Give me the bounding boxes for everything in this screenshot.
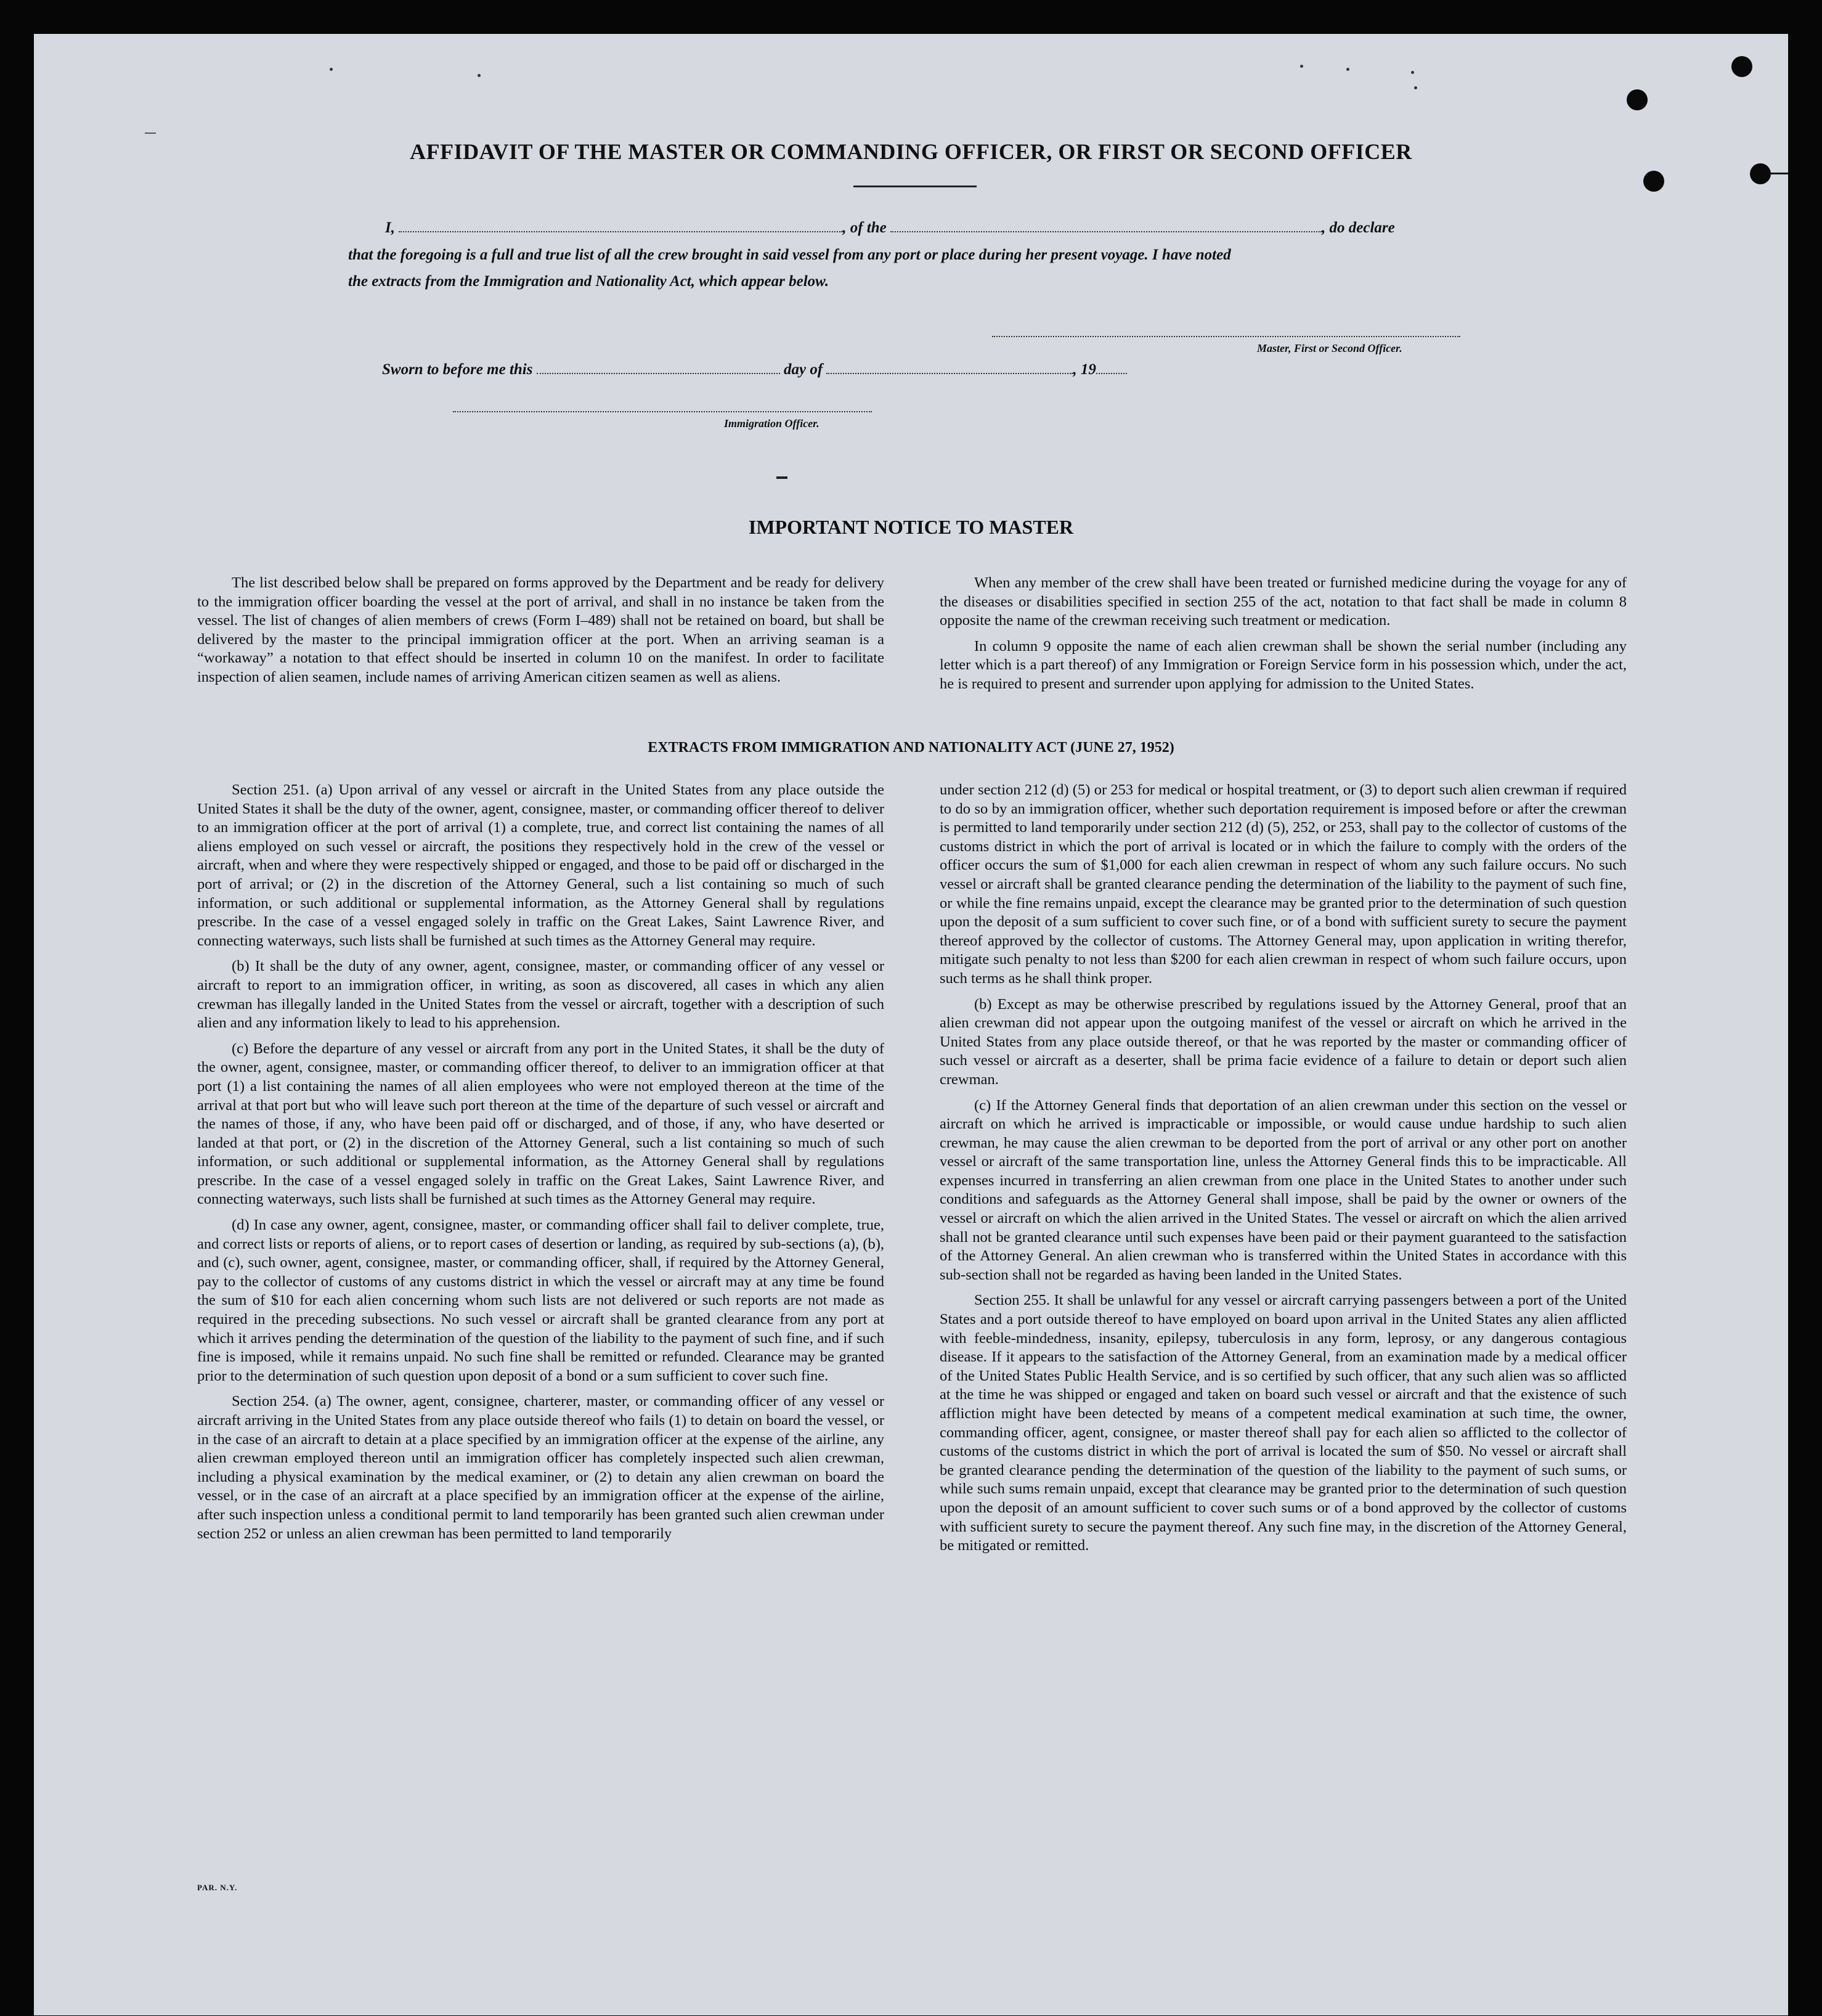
binder-hole-upper xyxy=(1627,89,1648,110)
sworn-line xyxy=(382,361,1127,378)
binder-hole-right xyxy=(1750,163,1771,184)
dust-speck xyxy=(1300,65,1303,68)
notice-right-paragraph: When any member of the crew shall have been treated or furnished medicine during the voyage for any of the diseases or disabilities specified in section 255 of the act, notation to that fact shall be made in column 8 opposite the name of the crewman receiving such treatment or medication. xyxy=(940,574,1627,629)
master-signature-line[interactable] xyxy=(992,336,1460,337)
sworn-year-blank[interactable] xyxy=(1096,361,1127,374)
sworn-day-of-label: day of xyxy=(783,361,823,378)
declaration-line-2: that the foregoing is a full and true list of all the crew brought in said vessel from any port or place during her present voyage. I have noted xyxy=(348,247,1231,263)
declare-of-the-label: , of the xyxy=(842,219,887,236)
registration-mark xyxy=(145,133,156,134)
extracts-right-paragraph: under section 212 (d) (5) or 253 for medical or hospital treatment, or (3) to deport such alien crewman if required to do so by an immigration officer, whether such deportation requirement is imposed before or after the crewman is permitted to land temporarily under section 212 (d) (5), 252, or 253, shall pay to the collector of customs of the customs district in which the port of arrival is located or in which the failure to comply with the orders of the officer occurs the sum of $1,000 for each alien crewman in respect of whom any such failure occurs. No such vessel or aircraft shall be granted clearance pending the determination of the liability to the payment of such fine, or while the fine remains unpaid, except the clearance may be granted prior to the determination of such question upon the deposit of a sum sufficient to cover such fine, or of a bond with sufficient surety to secure the payment thereof approved by the collector of customs. The Attorney General may, upon application in writing therefor, mitigate such penalty to not less than $200 for each alien crewman in respect of whom such failure occurs, upon such terms as he shall think proper. xyxy=(940,782,1627,987)
title-underline xyxy=(853,186,977,187)
document-page xyxy=(34,34,1788,2015)
extracts-left-paragraph: Section 254. (a) The owner, agent, consignee, charterer, master, or commanding officer of any vessel or aircraft arriving in the United States from any place outside thereof who fails (1) to detain on board the vessel, or in the case of an aircraft to detain at a place specified by an immigration officer at the expense of the airline, any alien crewman employed thereon until an immigration officer has completely inspected such alien crewman, including a physical examination by the medical examiner, or (2) to detain any alien crewman on board the vessel, or in the case of an aircraft at a place specified by an immigration officer at the expense of the airline, after such inspection unless a conditional permit to land temporarily has been granted such alien crewman under section 252 or unless an alien crewman has been permitted to land temporarily xyxy=(197,1393,884,1542)
affidavit-title: AFFIDAVIT OF THE MASTER OR COMMANDING OFFICER, OR FIRST OR SECOND OFFICER xyxy=(410,139,1412,164)
extracts-left-paragraph: (c) Before the departure of any vessel or aircraft from any port in the United States, it shall be the duty of the owner, agent, consignee, master, or commanding officer thereof, to deliver to an immigration officer at that port (1) a list containing the names of all alien employees who were not employed thereon at the time of the arrival at that port but who will leave such port thereon at the time of the departure of such vessel or aircraft and the names of those, if any, who have been paid off or discharged, and of those, if any, who have deserted or landed at that port, or (2) in the discretion of the Attorney General, such a list containing so much of such information, or such additional or supplemental information, as the Attorney General shall by regulations prescribe. In the case of a vessel engaged solely in traffic on the Great Lakes, Saint Lawrence River, and connecting waterways, such lists shall be furnished at such times as the Attorney General may require. xyxy=(197,1040,884,1208)
printer-mark: PAR. N.Y. xyxy=(197,1883,238,1892)
sworn-year-label: , 19 xyxy=(1073,361,1096,378)
notice-left-column xyxy=(197,574,884,694)
extracts-left-paragraph: (b) It shall be the duty of any owner, agent, consignee, master, or commanding officer of any vessel or aircraft to report to an immigration officer, in writing, as soon as discovered, all cases in which any alien crewman has illegally landed in the United States from the vessel or aircraft, together with a description of such alien and any information likely to lead to his apprehension. xyxy=(197,958,884,1032)
extracts-title: EXTRACTS FROM IMMIGRATION AND NATIONALITY ACT (JUNE 27, 1952) xyxy=(648,740,1174,756)
master-signature-caption: Master, First or Second Officer. xyxy=(1257,342,1402,354)
sworn-prefix-label: Sworn to before me this xyxy=(382,361,533,378)
binder-mark-line xyxy=(1768,173,1788,174)
notice-right-column xyxy=(940,574,1627,701)
dust-speck xyxy=(1346,68,1349,71)
officer-signature-caption: Immigration Officer. xyxy=(724,417,819,430)
extracts-left-paragraph: (d) In case any owner, agent, consignee, master, or commanding officer shall fail to deliver complete, true, and correct lists or reports of aliens, or to report cases of desertion or landing, as required by sub-sections (a), (b), and (c), such owner, agent, consignee, master, or commanding officer, shall, if required by the Attorney General, pay to the collector of customs of any customs district in which the vessel or aircraft may at any time be found the sum of $10 for each alien concerning whom such lists are not delivered or such reports are not made as required in the preceding subsections. No such vessel or aircraft shall be granted clearance from any port at which it arrives pending the determination of the question of the liability to the payment of such fine, and if such fine is imposed, while it remains unpaid. No such fine shall be remitted or refunded. Clearance may be granted prior to the determination of such question upon deposit of a bond or a sum sufficient to cover such fine. xyxy=(197,1217,884,1384)
dust-speck xyxy=(330,68,333,71)
dust-speck xyxy=(1411,71,1414,74)
binder-hole-middle xyxy=(1643,171,1664,192)
extracts-right-column xyxy=(940,781,1627,1562)
dust-speck xyxy=(1414,86,1417,89)
extracts-right-paragraph: (b) Except as may be otherwise prescribed by regulations issued by the Attorney General, proof that an alien crewman did not appear upon the outgoing manifest of the vessel or aircraft on which he arrived in the United States from any place outside thereof, or that he was reported by the master or commanding officer of such vessel or aircraft as a deserter, shall be prima facie evidence of a failure to detain or deport such alien crewman. xyxy=(940,995,1627,1088)
binder-hole-top xyxy=(1731,56,1752,77)
notice-left-paragraph: The list described below shall be prepared on forms approved by the Department and be ready for delivery to the immigration officer boarding the vessel at the port of arrival, and shall in no instance be taken from the vessel. The list of changes of alien members of crews (Form I–489) shall not be retained on board, but shall be delivered by the master to the principal immigration officer at the port. When an arriving seaman is a “workaway” a notation to that effect should be inserted in column 10 on the manifest. In order to facilitate inspection of alien seamen, include names of arriving American citizen seamen as well as aliens. xyxy=(197,574,884,685)
vessel-blank[interactable] xyxy=(890,219,1322,232)
notice-right-paragraph: In column 9 opposite the name of each alien crewman shall be shown the serial number (including any letter which is a part thereof) of any Immigration or Foreign Service form in his possession which, under the act, he is required to present and surrender upon applying for admission to the United States. xyxy=(940,637,1627,692)
declare-do-declare-label: , do declare xyxy=(1322,219,1395,236)
dust-speck xyxy=(478,74,481,77)
officer-signature-line[interactable] xyxy=(453,411,872,412)
declaration-line-3: the extracts from the Immigration and Nationality Act, which appear below. xyxy=(348,273,829,290)
extracts-left-column xyxy=(197,781,884,1550)
small-dash-mark xyxy=(776,476,787,479)
notice-title: IMPORTANT NOTICE TO MASTER xyxy=(748,516,1074,538)
sworn-day-blank[interactable] xyxy=(537,361,780,374)
extracts-left-paragraph: Section 251. (a) Upon arrival of any vessel or aircraft in the United States from any place outside the United States it shall be the duty of the owner, agent, consignee, master, or commanding officer thereof to deliver to an immigration officer at the port of arrival (1) a complete, true, and correct list containing the names of all aliens employed on such vessel or aircraft, the positions they respectively hold in the crew of the vessel or aircraft, when and where they were respectively shipped or engaged, and those to be paid off or discharged in the port of arrival; or (2) in the discretion of the Attorney General, such a list containing so much of such information, or such additional or supplemental information, as the Attorney General shall by regulations prescribe. In the case of a vessel engaged solely in traffic on the Great Lakes, Saint Lawrence River, and connecting waterways, such lists shall be furnished at such times as the Attorney General may require. xyxy=(197,782,884,949)
extracts-right-paragraph: Section 255. It shall be unlawful for any vessel or aircraft carrying passengers between a port of the United States and a port outside thereof to have employed on board upon arrival in the United States any alien afflicted with feeble-mindedness, insanity, epilepsy, tuberculosis in any form, leprosy, or any dangerous contagious disease. If it appears to the satisfaction of the Attorney General, from an examination made by a medical officer of the United States Public Health Service, and is so certified by such officer, that any such alien was so afflicted at the time he was shipped or engaged and taken on board such vessel or aircraft and that the existence of such affliction might have been detected by means of a competent medical examination at such time, the owner, commanding officer, agent, consignee, or master thereof shall pay for each alien so afflicted to the collector of customs of the customs district in which the port of arrival is located the sum of $50. No vessel or aircraft shall be granted clearance pending the determination of the question of the liability to the payment of such sums, or while such sums remain unpaid, except that clearance may be granted prior to the determination of such question upon the deposit of an amount sufficient to cover such sums or of a bond approved by the collector of customs with sufficient surety to secure the payment thereof. Any such fine may, in the discretion of the Attorney General, be mitigated or remitted. xyxy=(940,1292,1627,1554)
name-blank[interactable] xyxy=(399,219,842,232)
declaration-line-1 xyxy=(385,219,1395,237)
extracts-right-paragraph: (c) If the Attorney General finds that deportation of an alien crewman under this section on the vessel or aircraft on which he arrived is impracticable or impossible, or would cause undue hardship to such alien crewman, he may cause the alien crewman to be deported from the port of arrival or any other port on another vessel or aircraft of the same transportation line, unless the Attorney General finds this to be impracticable. All expenses incurred in transferring an alien crewman from one place in the United States to another under such conditions and safeguards as the Attorney General shall impose, shall be paid by the owner or owners of the vessel or aircraft on which the alien arrived in the United States. The vessel or aircraft on which the alien arrived shall not be granted clearance until such expenses have been paid or their payment guaranteed to the satisfaction of the Attorney General. An alien crewman who is transferred within the United States in accordance with this sub-section shall not be regarded as having been landed in the United States. xyxy=(940,1096,1627,1283)
sworn-month-blank[interactable] xyxy=(826,361,1073,374)
declare-i-label: I, xyxy=(385,219,395,236)
